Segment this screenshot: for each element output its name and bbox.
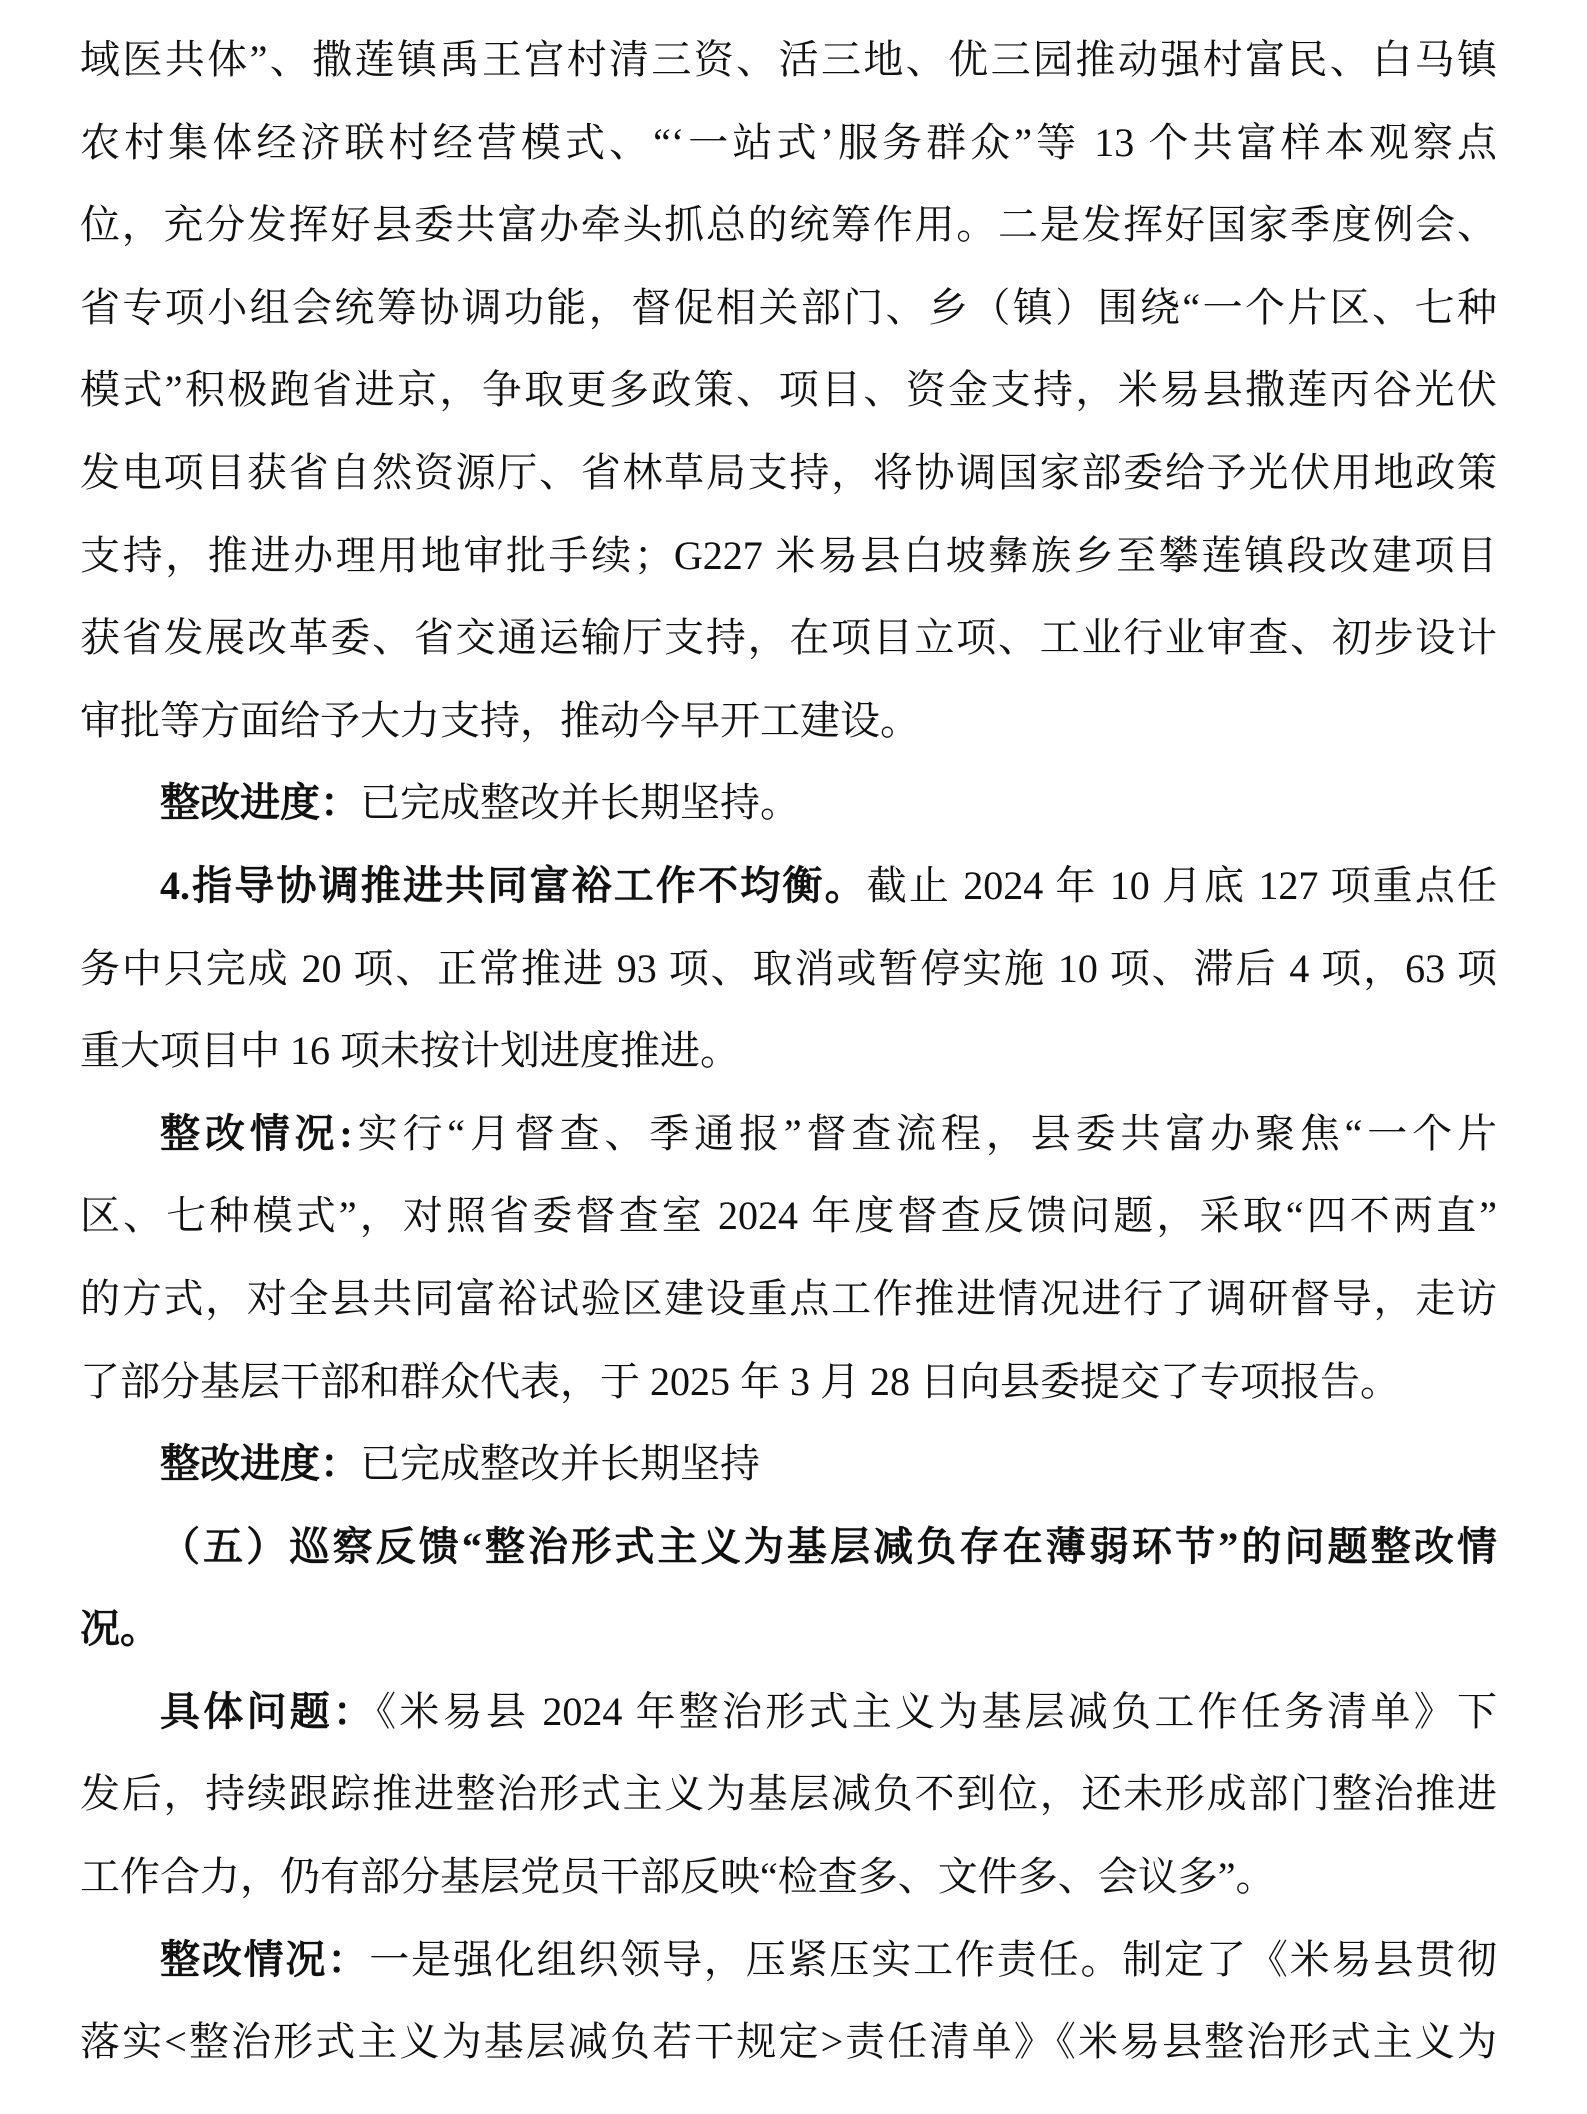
body-text: 务中只完成 20 项、正常推进 93 项、取消或暂停实施 10 项、滞后 4 项，63 项: [80, 945, 1497, 991]
text-line: [80, 19, 1497, 102]
body-text: 《米易县 2024 年整治形式主义为基层减负工作任务清单》下: [376, 1688, 1498, 1734]
body-text: 落实<整治形式主义为基层减负若干规定>责任清单》《米易县整治形式主义为: [80, 2019, 1497, 2065]
body-text: 模式”积极跑省进京，争取更多政策、项目、资金支持，米易县撒莲丙谷光伏: [80, 367, 1497, 413]
text-line: [80, 928, 1497, 1011]
section-heading: 况。: [80, 1606, 160, 1652]
body-text: 一是强化组织领导，压紧压实工作责任。制定了《米易县贯彻: [369, 1936, 1498, 1982]
text-line: [80, 432, 1497, 515]
rectification-label: 整改情况：: [160, 1936, 370, 1982]
text-line: [80, 1175, 1497, 1258]
progress-label: 整改进度：: [160, 1441, 360, 1487]
specific-issue-label: 具体问题：: [160, 1688, 377, 1734]
body-text: 了部分基层干部和群众代表，于 2025 年 3 月 28 日向县委提交了专项报告。: [80, 1358, 1400, 1404]
rectification-line: [80, 1919, 1497, 2002]
specific-issue-line: [80, 1671, 1497, 1754]
body-text: 实行“月督查、季通报”督查流程，县委共富办聚焦“一个片: [352, 1110, 1497, 1156]
body-text: 位，充分发挥好县委共富办牵头抓总的统筹作用。二是发挥好国家季度例会、: [80, 202, 1497, 248]
text-line: [80, 597, 1497, 680]
text-line: [80, 1836, 1497, 1919]
section-heading-line: [80, 1588, 1497, 1671]
issue-heading-line: [80, 845, 1497, 928]
text-line: [80, 1010, 1497, 1093]
text-line: [80, 102, 1497, 185]
body-text: 农村集体经济联村经营模式、“‘一站式’服务群众”等 13 个共富样本观察点: [80, 119, 1497, 165]
text-line: [80, 680, 1497, 763]
progress-line: [80, 1423, 1497, 1506]
body-text: 工作合力，仍有部分基层党员干部反映“检查多、文件多、会议多”。: [80, 1854, 1276, 1900]
text-line: [80, 1258, 1497, 1341]
body-text: 省专项小组会统筹协调功能，督促相关部门、乡（镇）围绕“一个片区、七种: [80, 284, 1497, 330]
progress-line: [80, 762, 1497, 845]
text-line: [80, 515, 1497, 598]
body-text: 发后，持续跟踪推进整治形式主义为基层减负不到位，还未形成部门整治推进: [80, 1771, 1497, 1817]
text-line: [80, 184, 1497, 267]
text-line: [80, 1341, 1497, 1424]
section-heading-line: [80, 1506, 1497, 1589]
section-heading: （五）巡察反馈“整治形式主义为基层减负存在薄弱环节”的问题整改情: [160, 1523, 1497, 1569]
rectification-line: [80, 1093, 1497, 1176]
issue-heading: 4.指导协调推进共同富裕工作不均衡。: [160, 862, 867, 908]
progress-label: 整改进度：: [160, 780, 360, 826]
text-line: [80, 349, 1497, 432]
body-text: 区、七种模式”，对照省委督查室 2024 年度督查反馈问题，采取“四不两直”: [80, 1193, 1497, 1239]
body-text: 的方式，对全县共同富裕试验区建设重点工作推进情况进行了调研督导，走访: [80, 1275, 1497, 1321]
body-text: 截止 2024 年 10 月底 127 项重点任: [866, 862, 1498, 908]
body-text: 已完成整改并长期坚持: [360, 1441, 760, 1487]
body-text: 域医共体”、撒莲镇禹王宫村清三资、活三地、优三园推动强村富民、白马镇: [80, 37, 1497, 82]
body-text: 已完成整改并长期坚持。: [360, 780, 800, 826]
body-text: 审批等方面给予大力支持，推动今早开工建设。: [80, 697, 920, 743]
body-text: 支持，推进办理用地审批手续；G227 米易县白坡彝族乡至攀莲镇段改建项目: [80, 532, 1497, 578]
text-line: [80, 2001, 1497, 2084]
rectification-label: 整改情况:: [160, 1110, 353, 1156]
body-text: 发电项目获省自然资源厅、省林草局支持，将协调国家部委给予光伏用地政策: [80, 449, 1497, 495]
text-line: [80, 1753, 1497, 1836]
text-line: [80, 267, 1497, 350]
body-text: 获省发展改革委、省交通运输厅支持，在项目立项、工业行业审查、初步设计: [80, 615, 1497, 661]
body-text: 重大项目中 16 项未按计划进度推进。: [80, 1028, 740, 1074]
document-body: [80, 19, 1497, 2084]
